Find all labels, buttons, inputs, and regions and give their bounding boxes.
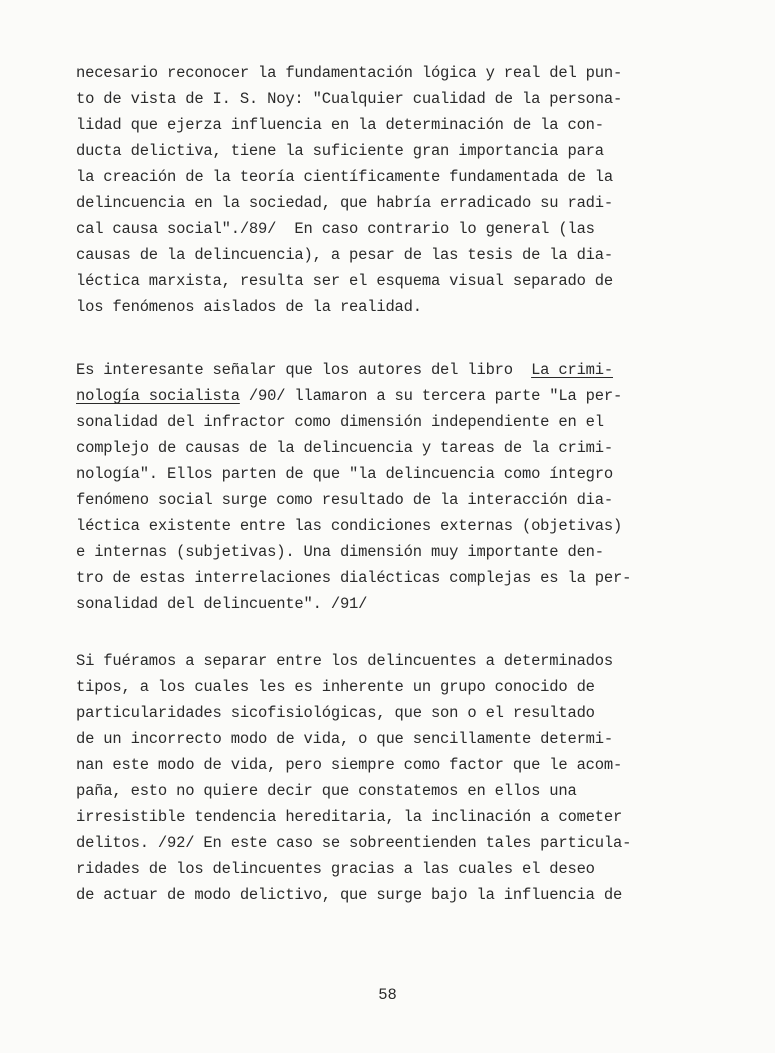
text-line xyxy=(76,383,736,409)
text-line: sonalidad del infractor como dimensión independiente en el xyxy=(76,413,604,431)
text-segment: Es interesante señalar que los autores del libro xyxy=(76,361,532,379)
text-line: delitos. /92/ En este caso se sobreentienden tales particula- xyxy=(76,834,632,852)
text-line: de actuar de modo delictivo, que surge bajo la influencia de xyxy=(76,886,623,904)
text-line: la creación de la teoría científicamente fundamentada de la xyxy=(76,168,613,186)
text-line: Si fuéramos a separar entre los delincuentes a determinados xyxy=(76,652,613,670)
text-line: los fenómenos aislados de la realidad. xyxy=(76,298,422,316)
book-title-part-2: nología socialista xyxy=(76,387,240,405)
book-title-part-1: La crimi- xyxy=(531,361,613,379)
page-number: 58 xyxy=(378,986,397,1004)
text-line: ridades de los delincuentes gracias a las cuales el deseo xyxy=(76,860,595,878)
paragraph-3 xyxy=(76,648,736,908)
text-line: fenómeno social surge como resultado de la interacción dia- xyxy=(76,491,613,509)
text-line: irresistible tendencia hereditaria, la inclinación a cometer xyxy=(76,808,623,826)
text-line: nología". Ellos parten de que "la delincuencia como íntegro xyxy=(76,465,613,483)
paragraph-2 xyxy=(76,357,736,617)
text-line: tro de estas interrelaciones dialécticas complejas es la per- xyxy=(76,569,632,587)
text-line: tipos, a los cuales les es inherente un grupo conocido de xyxy=(76,678,595,696)
text-line: léctica existente entre las condiciones externas (objetivas) xyxy=(76,517,623,535)
text-line: particularidades sicofisiológicas, que son o el resultado xyxy=(76,704,595,722)
paragraph-1 xyxy=(76,60,736,320)
text-line: complejo de causas de la delincuencia y tareas de la crimi- xyxy=(76,439,613,457)
text-line: necesario reconocer la fundamentación lógica y real del pun- xyxy=(76,64,623,82)
text-line: e internas (subjetivas). Una dimensión muy importante den- xyxy=(76,543,604,561)
text-line: delincuencia en la sociedad, que habría erradicado su radi- xyxy=(76,194,613,212)
text-line: causas de la delincuencia), a pesar de las tesis de la dia- xyxy=(76,246,613,264)
text-line: nan este modo de vida, pero siempre como factor que le acom- xyxy=(76,756,623,774)
text-line: lidad que ejerza influencia en la determinación de la con- xyxy=(76,116,604,134)
text-line: to de vista de I. S. Noy: "Cualquier cualidad de la persona- xyxy=(76,90,623,108)
text-line: ducta delictiva, tiene la suficiente gran importancia para xyxy=(76,142,604,160)
text-line: léctica marxista, resulta ser el esquema visual separado de xyxy=(76,272,613,290)
text-segment: /90/ llamaron a su tercera parte "La per- xyxy=(239,387,623,405)
text-line: paña, esto no quiere decir que constatemos en ellos una xyxy=(76,782,577,800)
text-line: sonalidad del delincuente". /91/ xyxy=(76,595,368,613)
text-line xyxy=(76,357,736,383)
text-line: cal causa social"./89/ En caso contrario lo general (las xyxy=(76,220,595,238)
text-line: de un incorrecto modo de vida, o que sencillamente determi- xyxy=(76,730,613,748)
